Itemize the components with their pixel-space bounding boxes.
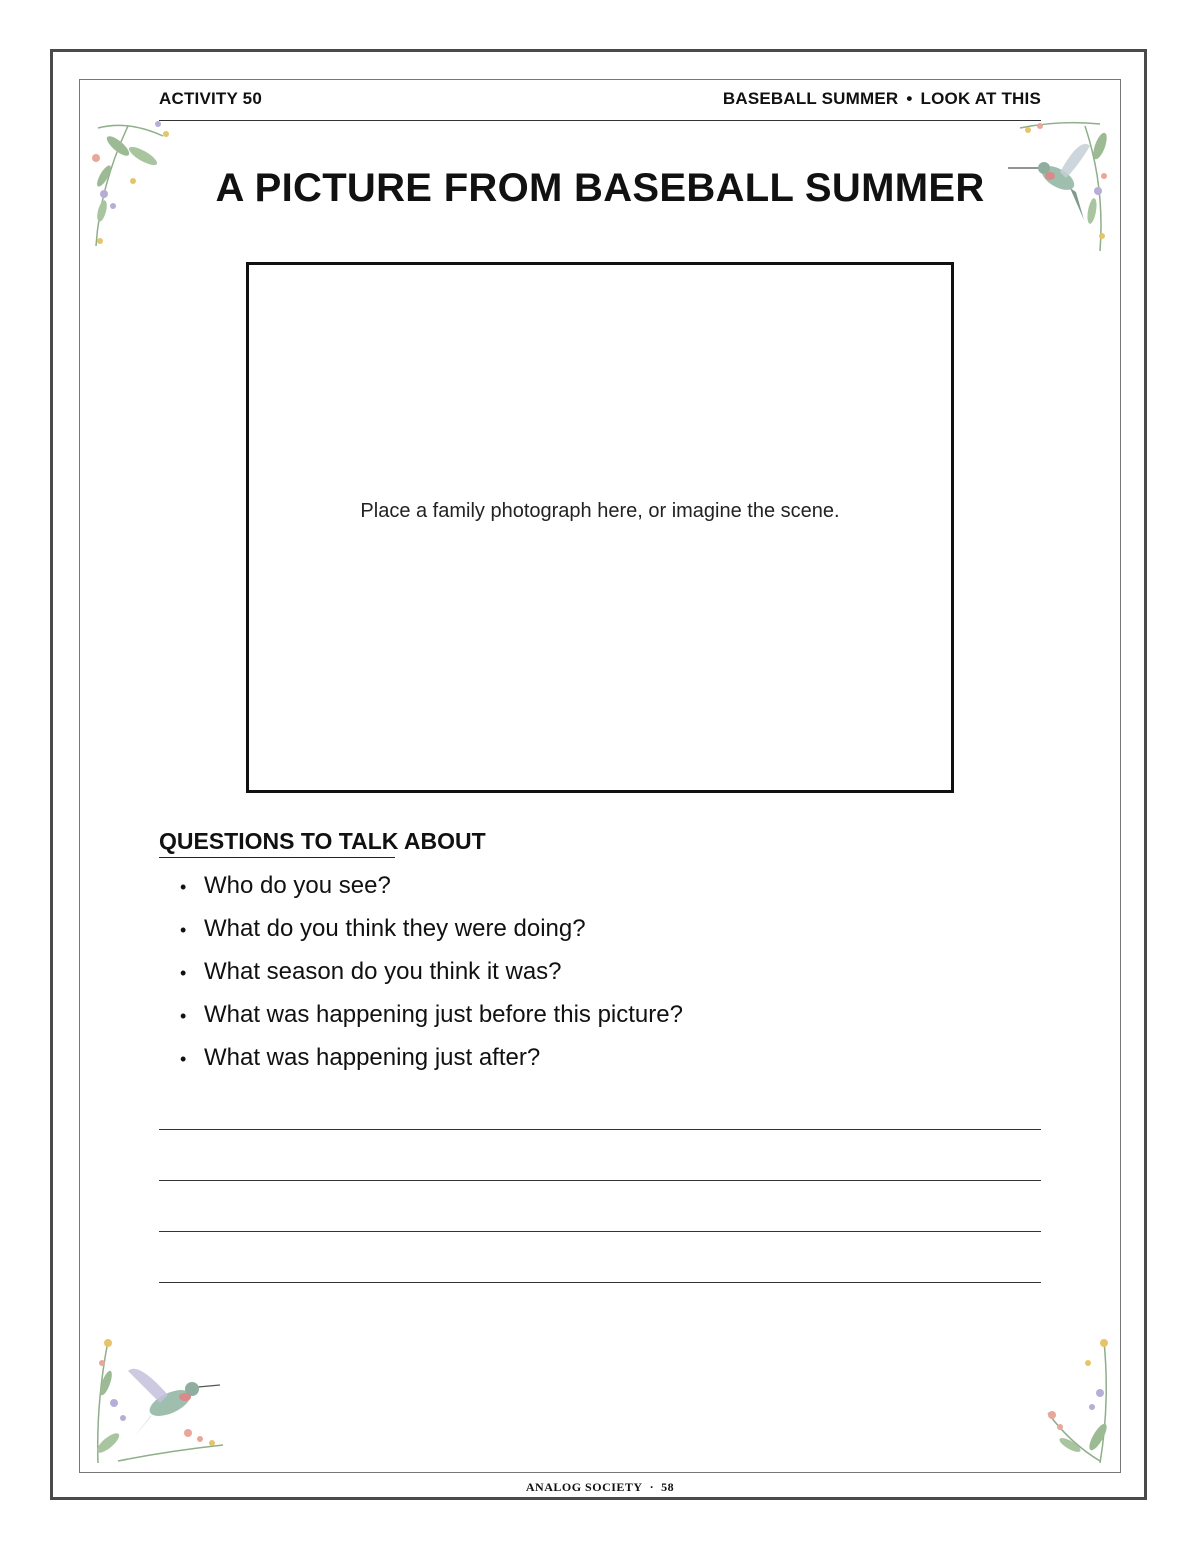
hummingbird-floral-bottom-left	[88, 1333, 228, 1469]
writing-line	[159, 1231, 1041, 1232]
publisher-name: ANALOG SOCIETY	[525, 1480, 643, 1494]
page-number: 58	[661, 1480, 675, 1494]
floral-corner-bottom-right	[1040, 1333, 1116, 1469]
list-item	[180, 1040, 683, 1083]
list-item	[180, 911, 683, 954]
bullet: •	[180, 1048, 187, 1069]
writing-line	[159, 1180, 1041, 1181]
list-item	[180, 954, 683, 997]
bullet: •	[180, 962, 187, 983]
page-title: A PICTURE FROM BASEBALL SUMMER	[215, 166, 985, 210]
bullet: •	[180, 876, 187, 897]
question-text: What do you think they were doing?	[204, 915, 586, 942]
section-label: BASEBALL SUMMER	[722, 89, 899, 108]
category-label: LOOK AT THIS	[920, 89, 1041, 108]
question-text: What season do you think it was?	[204, 958, 562, 985]
writing-line	[159, 1129, 1041, 1130]
page-footer	[0, 1480, 1200, 1495]
writing-line	[159, 1282, 1041, 1283]
question-list	[180, 868, 683, 1083]
photo-placeholder-box	[246, 262, 954, 793]
question-text: Who do you see?	[204, 872, 391, 899]
list-item	[180, 868, 683, 911]
breadcrumb-separator: •	[906, 89, 913, 108]
questions-heading-underline	[159, 857, 395, 858]
question-text: What was happening just before this picture?	[204, 1001, 683, 1028]
section-breadcrumb	[723, 89, 1041, 109]
list-item	[180, 997, 683, 1040]
bullet: •	[180, 919, 187, 940]
footer-separator: ·	[649, 1480, 655, 1494]
photo-placeholder-text: Place a family photograph here, or imagine the scene.	[360, 500, 840, 522]
header-divider	[159, 120, 1041, 121]
bullet: •	[180, 1005, 187, 1026]
questions-heading: QUESTIONS TO TALK ABOUT	[159, 828, 486, 854]
question-text: What was happening just after?	[204, 1044, 541, 1071]
activity-label: ACTIVITY 50	[159, 89, 262, 108]
